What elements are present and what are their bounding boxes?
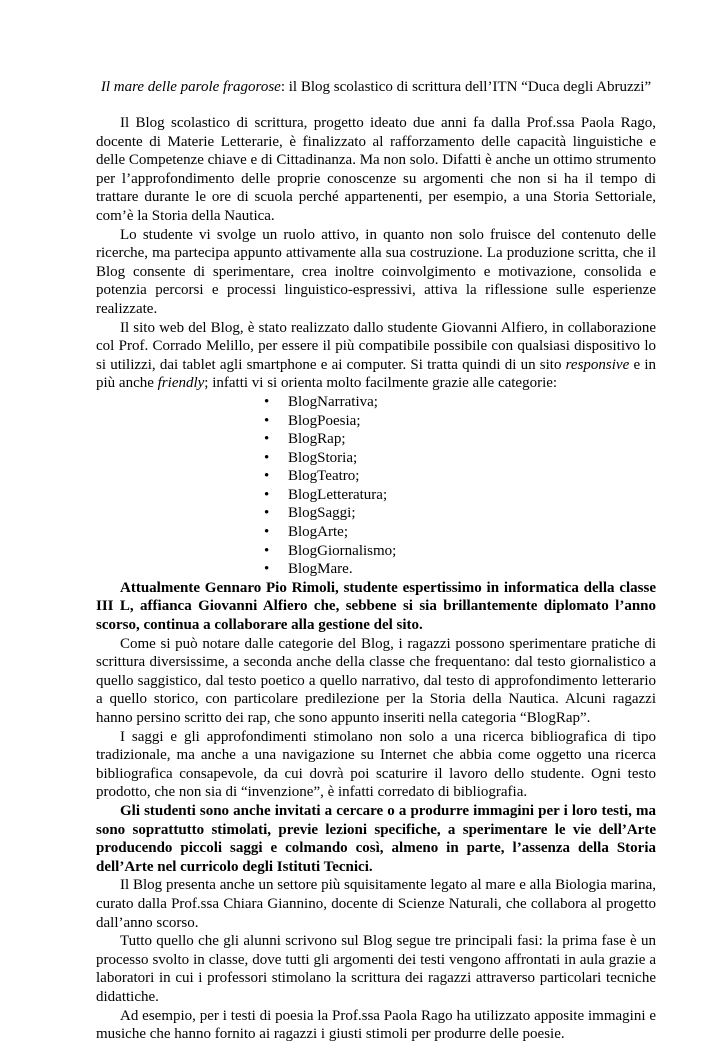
paragraph-3-friendly: friendly [157,375,205,392]
category-item [264,504,656,523]
bullet-icon: • [264,412,270,429]
paragraph-4: Attualmente Gennaro Pio Rimoli, studente espertissimo in informatica della classe III L, affianca Giovanni Alfiero che, sebbene si sia brillantemente diplomato l’anno scorso, continua a collaborare alla gestione del sito. [96,579,656,634]
category-item [264,449,656,468]
category-label: BlogStoria; [288,449,358,466]
paragraph-3-part-e: ; infatti vi si orienta molto facilmente grazie alle categorie: [204,375,558,392]
category-label: BlogNarrativa; [288,393,378,410]
paragraph-8: Il Blog presenta anche un settore più squisitamente legato al mare e alla Biologia marina, curato dalla Prof.ssa Chiara Giannino, docente di Scienze Naturali, che collabora al progetto dall’anno scorso. [96,877,656,931]
bullet-icon: • [264,486,270,503]
category-label: BlogTeatro; [288,468,360,485]
category-label: BlogMare. [288,561,353,578]
paragraph-10: Ad esempio, per i testi di poesia la Prof.ssa Paola Rago ha utilizzato apposite immagini e musiche che hanno fornito ai ragazzi i giusti stimoli per produrre delle poesie. [96,1007,656,1043]
category-item [264,560,656,579]
category-item [264,523,656,542]
bullet-icon: • [264,524,270,541]
category-label: BlogLetteratura; [288,486,388,503]
bullet-icon: • [264,542,270,559]
category-item [264,486,656,505]
bullet-icon: • [264,505,270,522]
bullet-icon: • [264,393,270,410]
title-rest: : il Blog scolastico di scrittura dell’ITN “Duca degli Abruzzi” [280,79,652,95]
bullet-icon: • [264,449,270,466]
bullet-icon: • [264,431,270,448]
category-label: BlogPoesia; [288,412,361,429]
category-label: BlogGiornalismo; [288,542,397,559]
title-italic: Il mare delle parole fragorose [100,79,281,95]
category-item [264,393,656,412]
paragraph-3 [96,319,656,393]
category-item [264,412,656,431]
category-item [264,430,656,449]
category-label: BlogArte; [288,524,348,541]
category-label: BlogRap; [288,431,346,448]
document-title [96,78,656,96]
paragraph-3-part-a: Il sito web del Blog, è stato realizzato dallo studente Giovanni Alfiero, in collaborazione col Prof. Corrado Melillo, per essere il più compatibile possibile con qualsiasi dispositivo lo si utilizzi, dai tablet agli smartphone e ai computer. Si tratta quindi di un sito [96,319,656,373]
category-list [96,393,656,579]
paragraph-3-part-c: e in più anche [96,356,657,392]
category-label: BlogSaggi; [288,505,356,522]
paragraph-1: Il Blog scolastico di scrittura, progetto ideato due anni fa dalla Prof.ssa Paola Rago, docente di Materie Letterarie, è finalizzato al rafforzamento delle capacità linguistiche e delle Competenze chiave e di Cittadinanza. Ma non solo. Difatti è anche un ottimo strumento per l’approfondimento delle proprie conoscenze su argomenti che non si ha il tempo di trattare durante le ore di scuola perché appartenenti, per esempio, a una Storia Settoriale, com’è la Storia della Nautica. [96,115,656,224]
paragraph-5: Come si può notare dalle categorie del Blog, i ragazzi possono sperimentare pratiche di scrittura diversissime, a seconda anche della classe che frequentano: dal testo giornalistico a quello saggistico, dal testo poetico a quello narrativo, dal testo di approfondimento letterario a quello storico, con particolare predilezione per la Storia della Nautica. Alcuni ragazzi hanno persino scritto dei rap, che sono appunto inseriti nella categoria “BlogRap”. [96,635,656,726]
category-item [264,467,656,486]
paragraph-7: Gli studenti sono anche invitati a cercare o a produrre immagini per i loro testi, ma sono soprattutto stimolati, previe lezioni specifiche, a sperimentare le vie dell’Arte producendo piccoli saggi e colmando così, almeno in parte, l’assenza della Storia dell’Arte nel curricolo degli Istituti Tecnici. [96,802,656,875]
bullet-icon: • [264,468,270,485]
bullet-icon: • [264,561,270,578]
paragraph-6: I saggi e gli approfondimenti stimolano non solo a una ricerca bibliografica di tipo tradizionale, ma anche a una navigazione su Internet che abbia come oggetto una ricerca bibliografica consapevole, da cui dovrà poi scaturire il lavoro dello studente. Ogni testo prodotto, che non sia di “invenzione”, è infatti corredato di bibliografia. [96,728,656,801]
paragraph-9: Tutto quello che gli alunni scrivono sul Blog segue tre principali fasi: la prima fase è un processo svolto in classe, dove tutti gli argomenti dei testi vengono affrontati in aula grazie a laboratori in cui i professori stimolano la scrittura dei ragazzi attraverso particolari tecniche didattiche. [96,933,656,1005]
paragraph-2: Lo studente vi svolge un ruolo attivo, in quanto non solo fruisce del contenuto delle ricerche, ma partecipa appunto attivamente alla sua costruzione. La produzione scritta, che il Blog consente di sperimentare, crea inoltre coinvolgimento e motivazione, consolida e potenzia percorsi e processi linguistico-espressivi, attiva la riflessione sulle esperienze realizzate. [96,226,656,317]
document-page [96,78,656,1044]
paragraph-3-responsive: responsive [565,356,630,373]
category-item [264,542,656,561]
